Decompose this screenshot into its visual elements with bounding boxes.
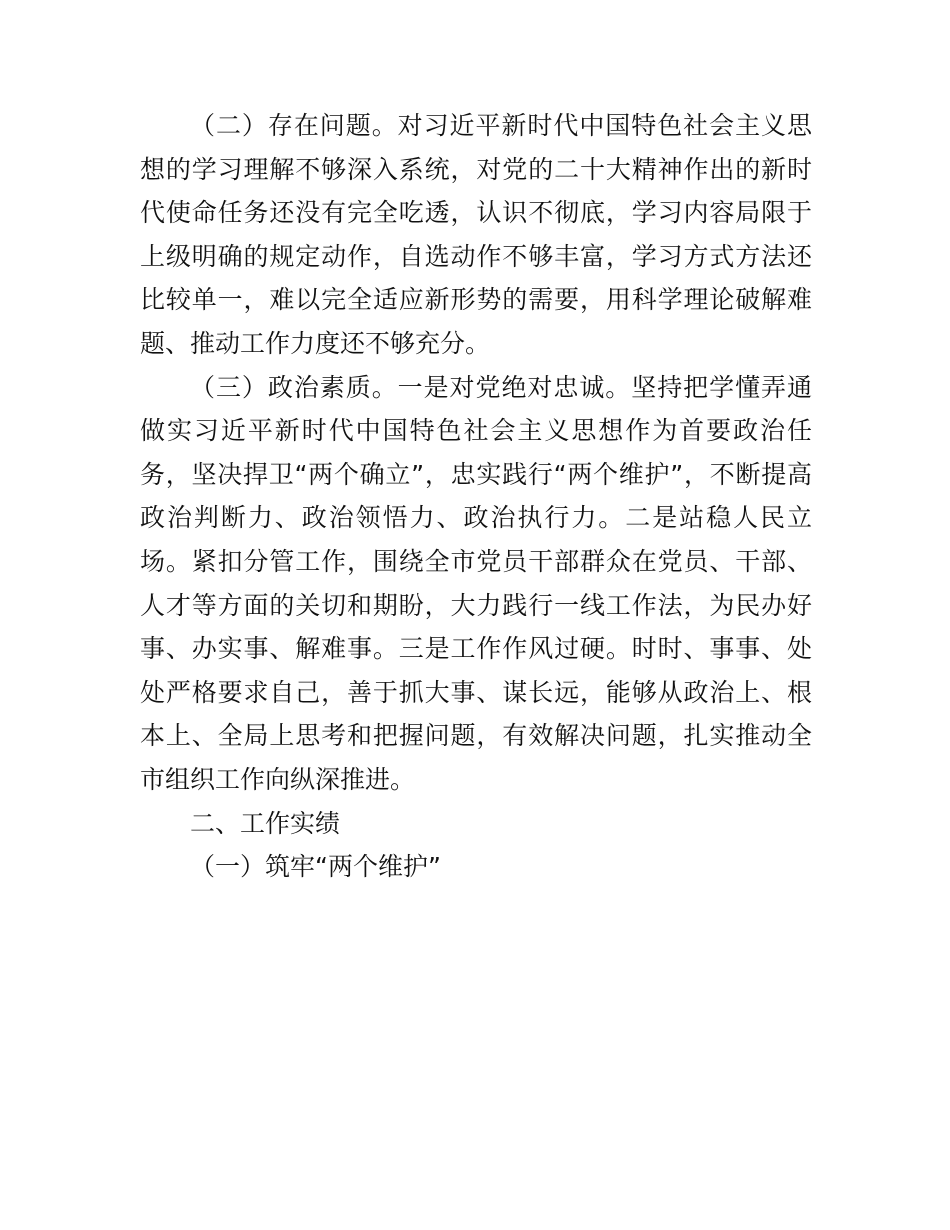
paragraph-existing-problems: （二）存在问题。对习近平新时代中国特色社会主义思想的学习理解不够深入系统，对党的二十大精神作出的新时代使命任务还没有完全吃透，认识不彻底，学习内容局限于上级明确的规定动作，自选动作不够丰富，学习方式方法还比较单一，难以完全适应新形势的需要，用科学理论破解难题、推动工作力度还不够充分。 xyxy=(140,111,812,358)
subsection-heading: （一）筑牢“两个维护” xyxy=(190,852,441,882)
paragraph-political-quality: （三）政治素质。一是对党绝对忠诚。坚持把学懂弄通做实习近平新时代中国特色社会主义思想作为首要政治任务，坚决捍卫“两个确立”，忠实践行“两个维护”，不断提高政治判断力、政治领悟力、政治执行力。二是站稳人民立场。紧扣分管工作，围绕全市党员干部群众在党员、干部、人才等方面的关切和期盼，大力践行一线工作法，为民办好事、办实事、解难事。三是工作作风过硬。时时、事事、处处严格要求自己，善于抓大事、谋长远，能够从政治上、根本上、全局上思考和把握问题，有效解决问题，扎实推动全市组织工作向纵深推进。 xyxy=(140,372,812,794)
document-body xyxy=(140,104,812,889)
section-heading-work-achievements: 二、工作实绩 xyxy=(190,808,341,838)
